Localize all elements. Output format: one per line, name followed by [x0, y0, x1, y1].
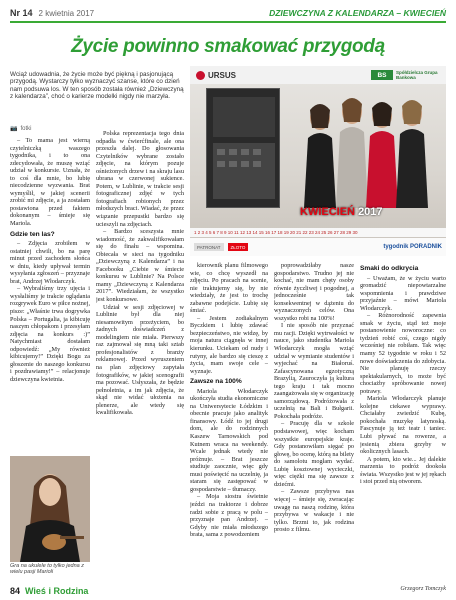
header-rule	[10, 21, 446, 23]
footer-red-badge: ZŁOTO	[228, 243, 249, 251]
photo-footer	[190, 238, 446, 256]
column-3	[190, 262, 268, 584]
paragraph: Mariola Włodarczyk planuje kolejne ciekawe wyprawy. Chciałaby zwiedzić Kubę, pokochała muzykę latynoską. Fascynuje ją też teatr i taniec. Lubi pływać na rowerze, a jesienią zbiera grzyby w okolicznych lasach.	[360, 395, 446, 456]
paragraph: A potem, kto wie... Jej dalekie marzenia to podróż dookoła świata. Wszystko jest w jej rękach i stoi przed nią otworem.	[360, 455, 446, 486]
portrait-illustration	[10, 456, 90, 562]
paragraph: – Pracuję dla w szkole podstawowej, więc kocham wszystkie europejskie kraje. Gdy postanowiłam sięgać po głowę, bo ocenę, którą na bilety do samolotu mogłam wydać. Lubię kosztownej wycieczki, więc ciężki ma się zawsze z dziećmi.	[274, 420, 354, 488]
paragraph: – Różnorodność zapewnia smak w życiu, stąd też moje postanowienie noworoczne: co tydzień robić coś, czego nigdy wcześniej nie robiłam. Tak więc mamy 52 tygodnie w roku i 52 nowe doświadczenia do zdobycia. Nie planuję rzeczy spektakularnych, to może być chociażby spróbowanie nowej potrawy.	[360, 312, 446, 395]
paragraph: poprowadziłaby nasze gospodarstwo. Trudno jej nie kochać, nie mam chęty osoby równie życzliwej i pogodnej, a jednocześnie tak konsekwentnej w dążeniu do wyznaczonych celów. Ona wszystko robi na 100%!	[274, 262, 354, 322]
ursus-text: URSUS	[208, 70, 237, 80]
month-name: KWIECIEŃ	[300, 206, 355, 218]
paragraph: – Uważam, że w życiu warto gromadzić niepowtarzalne wspomnienia i prawdziwe przyjaźnie – mówi Mariola Włodarczyk.	[360, 274, 446, 312]
paragraph: – To mama jest wierną czytelniczką waszego tygodnika, i to ona zdecydowała, że muszę wziąć udział w konkursie. Uznała, że to coś dla mnie, bo lubię niecodzienne wyzwania. Brat wymyślił, w jakiej scenerii zrobić mi zdjęcie, a ja zostałam postawiona przed faktem dokonanym – śmieje się Mariola.	[10, 137, 90, 228]
calendar-photo	[190, 66, 446, 256]
portrait-photo	[10, 456, 90, 562]
issue-number: Nr 14	[10, 8, 33, 18]
subheading: Zawsze na 100%	[190, 378, 242, 386]
paragraph: – Jestem zodiakalnym Byczkiem i lubię zdawać bezpieczeństwo, nie widzę, by moja natura ciągnęła w innej kierunku. Uciekam od nudy i rutyny, ale bardzo się cieszę z życia, mam swoje cele – wyznaje.	[190, 314, 268, 375]
models-illustration	[290, 88, 440, 208]
paragraph: – Wybraliśmy trzy ujęcia i wysłaliśmy je trakcie oglądania rozgrywek Euro w piłce nożnej, pisze: „Właśnie trwa dogrywka Polska – Portugalia, ja kibicuję naszym chłopakom i przesyłam zdjęcia na konkurs :)” Natychmiast dostałam odpowiedź: „My również kibicujemy!” Dzięki Bogu za głoszenie do naszego konkursu i pozdrawiamy!” – relacjonuje dziewczyna kwietnia.	[10, 285, 90, 383]
calendar-board	[206, 88, 280, 208]
portrait-caption: Gra na ukulele to tylko jedna z wielu pasji Marioli	[10, 563, 84, 576]
paragraph: kierownik planu filmowego wie, co chcę wyszedł na zdjęciu. Po pracach na scenie, nie traktujemy się, by nie wiedziały, że jest to trochę zabawne podejście. Lubię się śmiać.	[190, 262, 268, 315]
paragraph: Mariola Włodarczyk ukończyła studia ekonomiczne na Uniwersytecie Łódzkim i obecnie pracuje jako analityk finansowy. Łódź to jej drugi dom, ale do rodzinnych Kaszew Tarnowskich pod Kutnem wraca na weekendy. Wcale jednak wtedy nie próżnuje. – Brat jeszcze studiuje zaocznie, więc gdy musi poświęcić na uczelnię, ja staram się zastępować w gospodarstwie – tłumaczy.	[190, 387, 268, 493]
subheading: Smaki do odkrycia	[360, 265, 419, 272]
column-1	[10, 137, 90, 453]
subheading: Gdzie ten las?	[10, 230, 55, 238]
ursus-logo	[196, 71, 236, 80]
page-header	[10, 6, 446, 20]
article-title: Życie powinno smakować przygodą	[71, 36, 385, 57]
bank-logo-text: Spółdzielcza Grupa Bankowa	[396, 70, 438, 80]
magazine-name: Wieś i Rodzina	[25, 586, 89, 596]
paragraph: Polska reprezentacja tego dnia odpadła w ćwierćfinale, ale ona przeszła dalej. Do głosowania Czytelników wybrane zostało zdjęcie, na którym pozuje ośnieżonych drzew i na skraju lasu ubrana w czerwonej sukience. Potem, w Lublinie, w trakcie sesji fotograficznej zdjęć w tych fotografiach robionych przez młodszych braci. Wiadać, że przez wiązanie przepustki bardzo się ucieszyli na zdjęciach.	[96, 130, 184, 228]
month-year: 2017	[358, 206, 383, 218]
paragraph: – Bardzo sceszysta mnie wiadomość, że zakwalifikowałam się do finału – wspomina. Obiecała w sieci na tygodniku „Dziewczyną z Kalendarza” i na Facebooku „Ciebie w śmiecie konkursu w Lublinie? Na Polsce mamy „Dziewczyną z Kalendarza 2017”. Wiedziałam, że wszystko jest konkursowe.	[96, 228, 184, 304]
bank-logo-mark: BS	[371, 70, 393, 80]
days-strip: 1 2 3 4 5 6 7 8 9 10 11 12 13 14 15 16 17 18 19 20 21 22 23 24 25 26 27 28 29 30	[190, 228, 446, 237]
column-5	[360, 262, 446, 580]
article-lead: Wciąż udowadnia, że życie może być piękną i pasjonującą przygodą. Wystarczy tylko wyznaczyć szanse, które co dzień nam podsuwa los. W ten sposób została również „Dziewczyną z kalendarza”, choć o karierze modelki nigdy nie marzyła.	[10, 71, 184, 101]
bank-logo	[371, 70, 440, 80]
column-4	[274, 262, 354, 584]
page-number: 84	[10, 586, 21, 596]
footer-badge: PATRONAT	[194, 243, 224, 251]
footer-brand: tygodnik PORADNIK	[383, 244, 442, 250]
month-label	[300, 206, 383, 218]
issue-date: 2 kwietnia 2017	[38, 8, 95, 18]
paragraph: – Moja siostra świetnie jeździ na traktorze i dobrze radzi sobie z pracą w polu – przyznaje pan Andrzej. – Gdyby nie miała młodszego brata, sama z powodzeniem	[190, 493, 268, 539]
ursus-mark-icon	[196, 71, 205, 80]
paragraph: Udział w sesji zdjęciowej w Lublinie był dla niej niesamowitym przeżyciem, bo żadnych doświadczeń z modelingiem nie miała. Pierwszy raz zajmował się mną taki sztab profesjonalistów z branży reklamowej. Przed wyruszeniem na plan zdjęciowy zapytała fotografików, w jakiej scenografii ma pozować. Usłyszała, że będzie pełnoletnia, a im jak zdjęcia, że skąd nie widać ułożenia na plenerze, ale wtedy się kwalifikowała.	[96, 303, 184, 417]
byline	[10, 125, 32, 132]
sponsor-bar	[190, 66, 446, 84]
column-2	[96, 130, 184, 582]
models-group	[290, 88, 440, 208]
photo-credit: fotki	[20, 125, 32, 132]
camera-icon: 📷	[10, 126, 18, 132]
calendar-board-illustration	[207, 89, 281, 209]
paragraph: – Zawsze przybywa nas więcej – śmieje się, zwracając uwagę na naszą rodzinę, która przybywa w wakacje i nie tylko. Brzmi to, jak rodzina prosto z filmu.	[274, 488, 354, 534]
section-label: DZIEWCZYNA Z KALENDARZA – KWIECIEŃ	[269, 8, 446, 18]
page-footer	[10, 586, 88, 596]
paragraph: – Zdjęcia zrobiłem w ostatniej chwili, bo na parę minut przed zachodem słońca w dniu, kiedy upływał termin wysyłania zgłoszeń – przyznaje brat, Andrzej Włodarczyk.	[10, 240, 90, 285]
author-name: Grzegorz Tomczyk	[400, 585, 446, 592]
paragraph: I nie sposób nie przyznać mu racji. Dzięki wytrwałości w nauce, jako studentka Mariola Włodarczyk mogła wziąć udział w wymianie studentów i wyjechać na Białoruś. Zafascynowana egzotyczną Brazylią, Zauroczyła ją kultura tego kraju i tak mocno zaangażowała się w organizację samorządową. Podróżowała z uczelnią na Bali i Bułgarii. Pokochała podróże.	[274, 322, 354, 420]
